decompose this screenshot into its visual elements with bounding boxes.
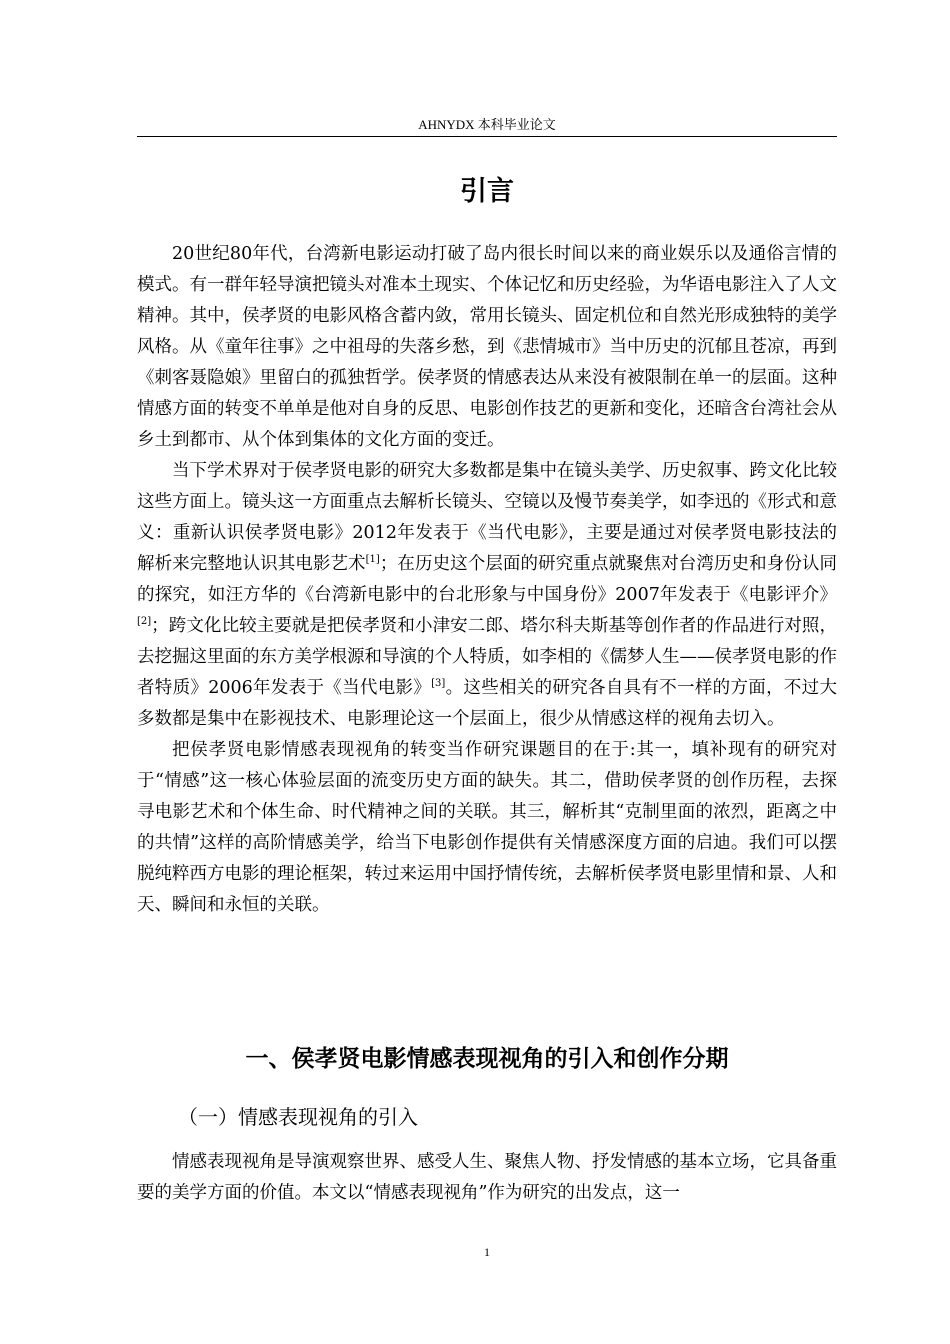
chapter-heading: 一、侯孝贤电影情感表现视角的引入和创作分期 <box>245 1046 729 1072</box>
intro-body <box>137 239 837 921</box>
citation-ref-2: [2] <box>137 616 152 628</box>
paragraph-text: 。这些相关的研究各自具有不一样的方面，不过大多数都是集中在影视技术、电影理论这一个层面上，很少从情感这样的视角去切入。 <box>137 678 837 729</box>
page-number: 1 <box>484 1245 490 1259</box>
citation-ref-3: [3] <box>431 678 446 690</box>
paragraph-text: ；在历史这个层面的研究重点就聚焦对台湾历史和身份认同的探究，如汪方华的《台湾新电影中的台北形象与中国身份》2007年发表于《电影评介》 <box>137 554 838 605</box>
section-title-intro: 引言 <box>460 176 514 207</box>
running-header: AHNYDX 本科毕业论文 <box>418 117 556 132</box>
intro-paragraph-2 <box>137 456 837 735</box>
section-paragraph-1: 情感表现视角是导演观察世界、感受人生、聚焦人物、抒发情感的基本立场，它具备重要的美学方面的价值。本文以“情感表现视角”作为研究的出发点，这一 <box>137 1152 837 1203</box>
citation-ref-1: [1] <box>365 554 380 566</box>
section-body <box>137 1147 837 1209</box>
header-rule <box>137 136 837 137</box>
section-heading: （一）情感表现视角的引入 <box>178 1105 418 1129</box>
intro-paragraph-1: 20世纪80年代，台湾新电影运动打破了岛内很长时间以来的商业娱乐以及通俗言情的模式。有一群年轻导演把镜头对准本土现实、个体记忆和历史经验，为华语电影注入了人文精神。其中，侯孝贤的电影风格含蓄内敛，常用长镜头、固定机位和自然光形成独特的美学风格。从《童年往事》之中祖母的失落乡愁，到《悲情城市》当中历史的沉郁且苍凉，再到《刺客聂隐娘》里留白的孤独哲学。侯孝贤的情感表达从来没有被限制在单一的层面。这种情感方面的转变不单单是他对自身的反思、电影创作技艺的更新和变化，还暗含台湾社会从乡土到都市、从个体到集体的文化方面的变迁。 <box>137 244 837 450</box>
paragraph-text: 当下学术界对于侯孝贤电影的研究大多数都是集中在镜头美学、历史叙事、跨文化比较这些方面上。镜头这一方面重点去解析长镜头、空镜以及慢节奏美学，如李迅的《形式和意义：重新认识侯孝贤电影》2012年发表于《当代电影》，主要是通过对侯孝贤电影技法的解析来完整地认识其电影艺术 <box>137 461 837 574</box>
intro-paragraph-3: 把侯孝贤电影情感表现视角的转变当作研究课题目的在于:其一，填补现有的研究对于“情感”这一核心体验层面的流变历史方面的缺失。其二，借助侯孝贤的创作历程，去探寻电影艺术和个体生命、时代精神之间的关联。其三，解析其“克制里面的浓烈，距离之中的共情”这样的高阶情感美学，给当下电影创作提供有关情感深度方面的启迪。我们可以摆脱纯粹西方电影的理论框架，转过来运用中国抒情传统，去解析侯孝贤电影里情和景、人和天、瞬间和永恒的关联。 <box>137 740 837 915</box>
paragraph-text: ；跨文化比较主要就是把侯孝贤和小津安二郎、塔尔科夫斯基等创作者的作品进行对照，去挖掘这里面的东方美学根源和导演的个人特质，如李相的《儒梦人生——侯孝贤电影的作者特质》2006年发表于《当代电影》 <box>137 616 837 698</box>
